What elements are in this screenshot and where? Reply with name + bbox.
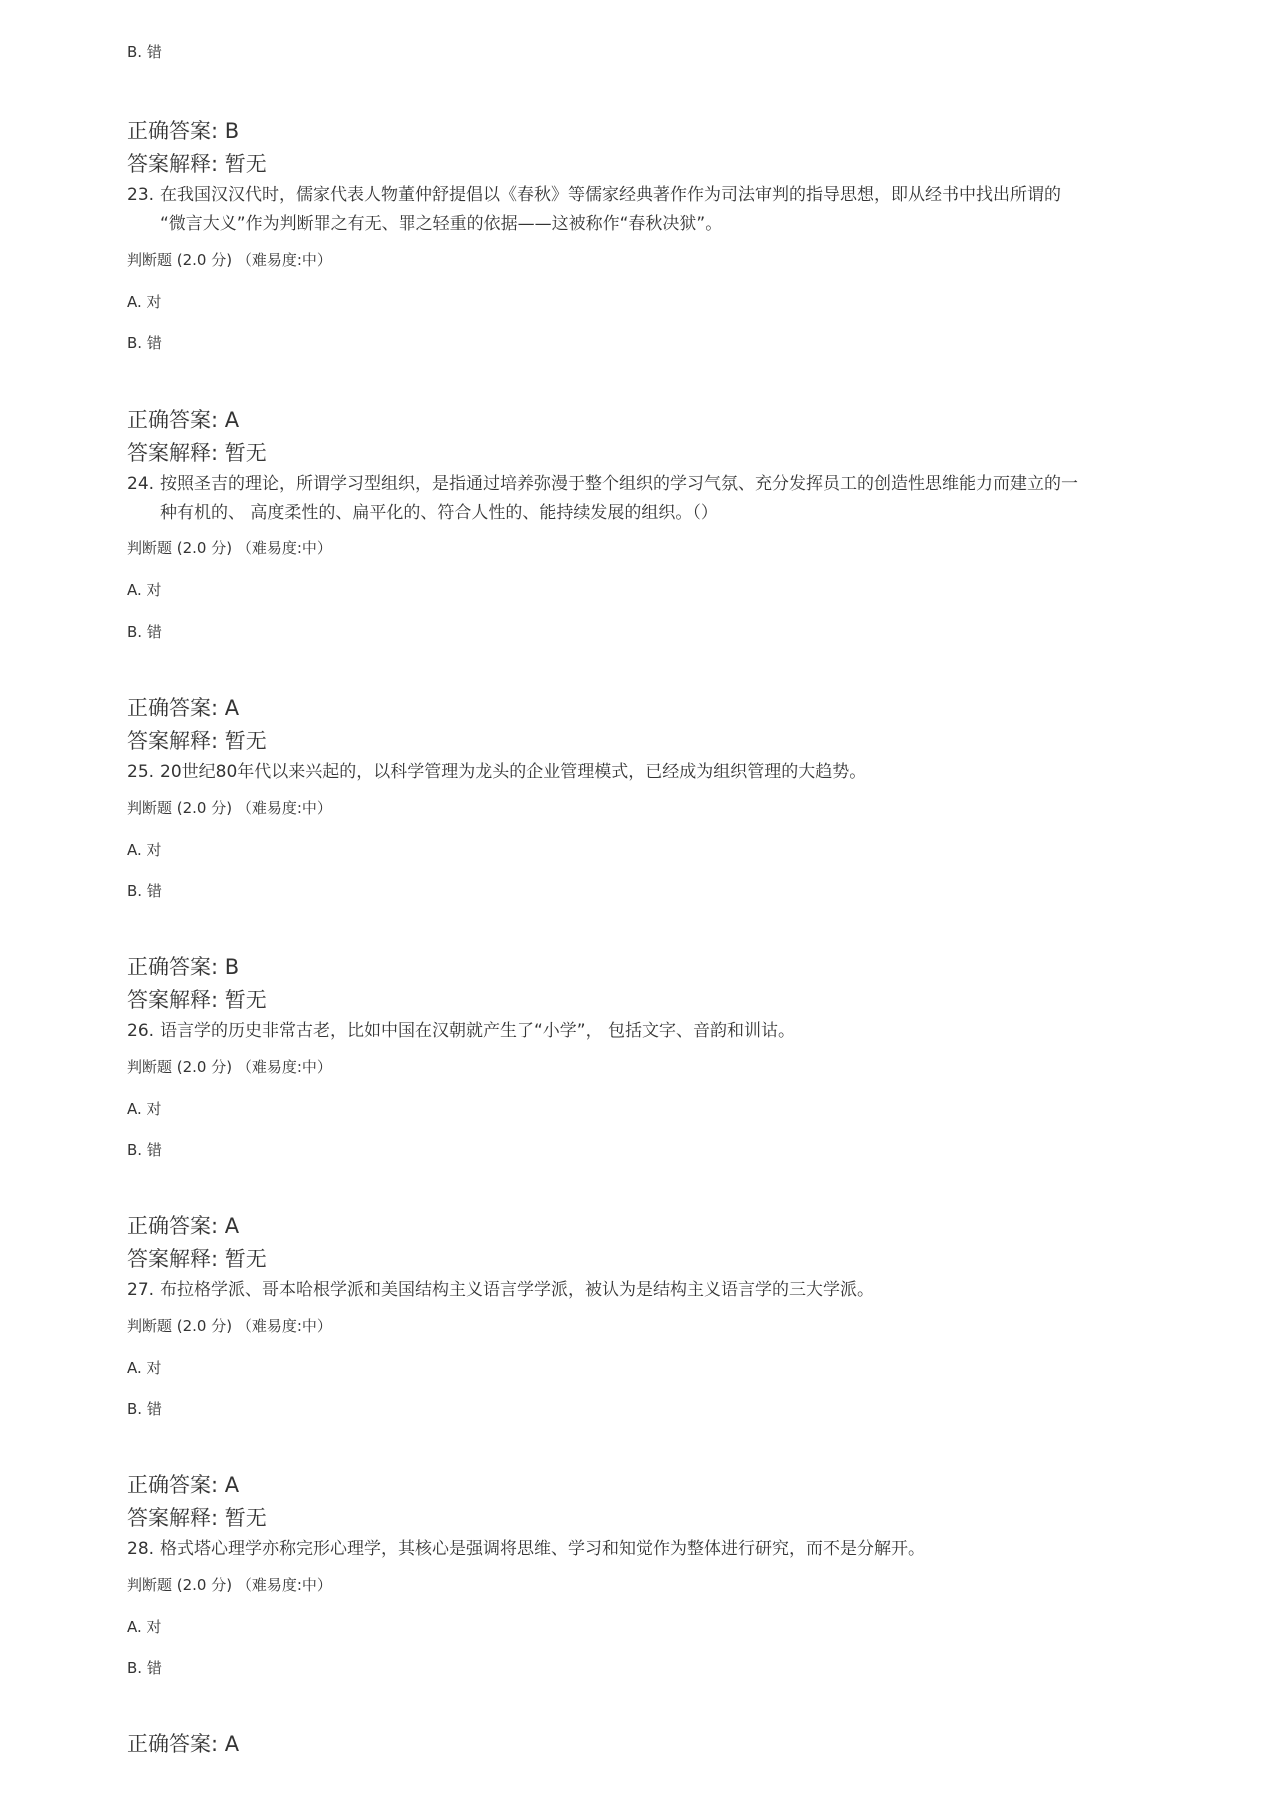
question-text-line1: 布拉格学派、哥本哈根学派和美国结构主义语言学学派，被认为是结构主义语言学的三大学派。 — [160, 1280, 874, 1300]
option-a-28: A. 对 — [127, 1618, 162, 1636]
question-number: 28. — [127, 1539, 155, 1559]
question-24 — [127, 470, 1167, 528]
question-26 — [127, 1017, 1167, 1046]
explanation-label: 答案解释: — [127, 1247, 219, 1271]
question-meta-24: 判断题 (2.0 分) （难易度:中） — [127, 539, 332, 557]
explanation-label: 答案解释: — [127, 152, 219, 176]
option-a-27: A. 对 — [127, 1359, 162, 1377]
question-meta-26: 判断题 (2.0 分) （难易度:中） — [127, 1058, 332, 1076]
explanation-label: 答案解释: — [127, 441, 219, 465]
correct-answer-22 — [127, 117, 239, 145]
correct-answer-27 — [127, 1471, 239, 1499]
option-b-24: B. 错 — [127, 623, 162, 641]
explanation-value: 暂无 — [224, 1506, 267, 1530]
question-text-line2: “微言大义”作为判断罪之有无、罪之轻重的依据——这被称作“春秋决狱”。 — [160, 214, 723, 234]
answer-label: 正确答案: — [127, 408, 219, 432]
question-25 — [127, 758, 1167, 787]
option-b-22: B. 错 — [127, 43, 162, 61]
explanation-27 — [127, 1504, 267, 1532]
explanation-value: 暂无 — [224, 988, 267, 1012]
explanation-value: 暂无 — [224, 152, 267, 176]
explanation-value: 暂无 — [224, 1247, 267, 1271]
question-number: 25. — [127, 762, 155, 782]
question-meta-23: 判断题 (2.0 分) （难易度:中） — [127, 251, 332, 269]
answer-label: 正确答案: — [127, 1214, 219, 1238]
explanation-label: 答案解释: — [127, 729, 219, 753]
explanation-label: 答案解释: — [127, 988, 219, 1012]
question-text-line1: 语言学的历史非常古老，比如中国在汉朝就产生了“小学”， 包括文字、音韵和训诂。 — [160, 1021, 796, 1041]
correct-answer-26 — [127, 1212, 239, 1240]
question-text-line2: 种有机的、 高度柔性的、扁平化的、符合人性的、能持续发展的组织。（） — [160, 503, 718, 523]
answer-value: A — [224, 1473, 240, 1497]
correct-answer-23 — [127, 406, 239, 434]
question-23 — [127, 181, 1167, 239]
answer-label: 正确答案: — [127, 1473, 219, 1497]
answer-value: A — [224, 696, 240, 720]
option-b-26: B. 错 — [127, 1141, 162, 1159]
option-b-25: B. 错 — [127, 882, 162, 900]
explanation-24 — [127, 727, 267, 755]
question-number: 23. — [127, 185, 155, 205]
explanation-value: 暂无 — [224, 441, 267, 465]
answer-value: A — [224, 1732, 240, 1756]
explanation-22 — [127, 150, 267, 178]
answer-label: 正确答案: — [127, 696, 219, 720]
answer-value: A — [224, 408, 240, 432]
question-number: 26. — [127, 1021, 155, 1041]
explanation-26 — [127, 1245, 267, 1273]
explanation-value: 暂无 — [224, 729, 267, 753]
question-meta-25: 判断题 (2.0 分) （难易度:中） — [127, 799, 332, 817]
explanation-23 — [127, 439, 267, 467]
option-a-26: A. 对 — [127, 1100, 162, 1118]
correct-answer-24 — [127, 694, 239, 722]
question-meta-27: 判断题 (2.0 分) （难易度:中） — [127, 1317, 332, 1335]
question-28 — [127, 1535, 1167, 1564]
option-b-23: B. 错 — [127, 334, 162, 352]
question-text-line1: 格式塔心理学亦称完形心理学，其核心是强调将思维、学习和知觉作为整体进行研究，而不是分解开。 — [160, 1539, 925, 1559]
explanation-25 — [127, 986, 267, 1014]
question-number: 27. — [127, 1280, 155, 1300]
question-text-line1: 在我国汉汉代时，儒家代表人物董仲舒提倡以《春秋》等儒家经典著作作为司法审判的指导思想，即从经书中找出所谓的 — [160, 185, 1061, 205]
question-text-line1: 20世纪80年代以来兴起的，以科学管理为龙头的企业管理模式，已经成为组织管理的大趋势。 — [160, 762, 867, 782]
option-b-27: B. 错 — [127, 1400, 162, 1418]
answer-value: B — [224, 119, 240, 143]
question-number: 24. — [127, 474, 155, 494]
correct-answer-25 — [127, 953, 239, 981]
answer-value: B — [224, 955, 240, 979]
question-text-line1: 按照圣吉的理论，所谓学习型组织，是指通过培养弥漫于整个组织的学习气氛、充分发挥员工的创造性思维能力而建立的一 — [160, 474, 1078, 494]
question-27 — [127, 1276, 1167, 1305]
answer-label: 正确答案: — [127, 1732, 219, 1756]
answer-label: 正确答案: — [127, 119, 219, 143]
answer-label: 正确答案: — [127, 955, 219, 979]
explanation-label: 答案解释: — [127, 1506, 219, 1530]
question-meta-28: 判断题 (2.0 分) （难易度:中） — [127, 1576, 332, 1594]
answer-value: A — [224, 1214, 240, 1238]
option-a-23: A. 对 — [127, 293, 162, 311]
option-a-25: A. 对 — [127, 841, 162, 859]
correct-answer-28 — [127, 1730, 239, 1758]
option-b-28: B. 错 — [127, 1659, 162, 1677]
option-a-24: A. 对 — [127, 581, 162, 599]
